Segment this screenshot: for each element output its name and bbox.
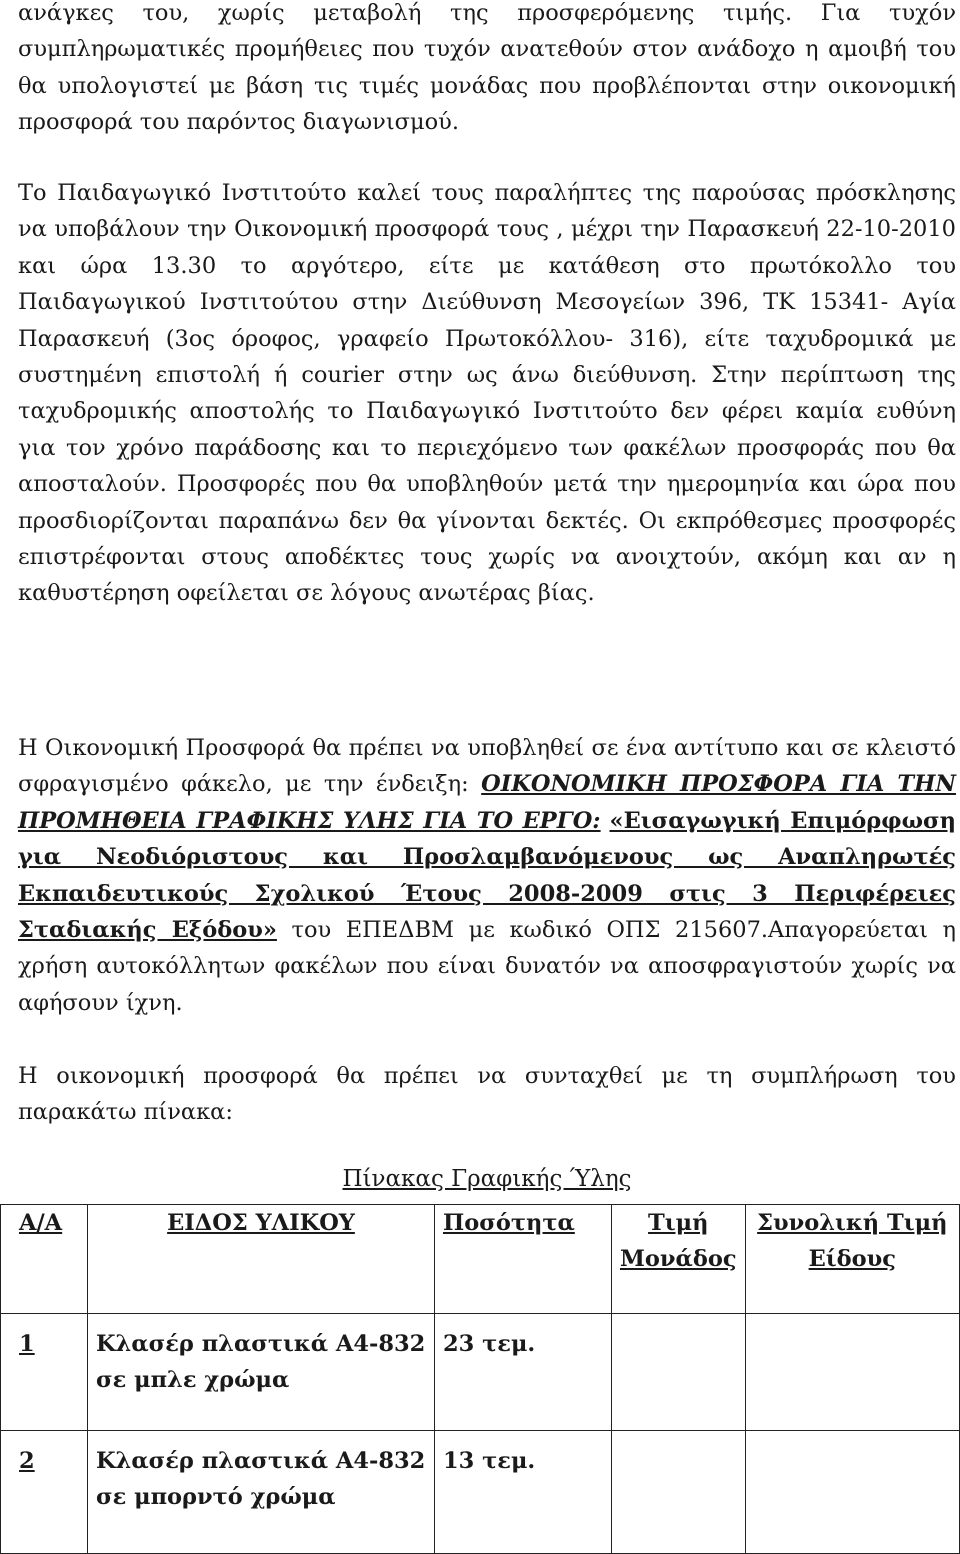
- row-item: Κλασέρ πλαστικά Α4-832 σε μπλε χρώμα: [88, 1314, 435, 1431]
- row-total-price: [745, 1314, 959, 1431]
- row-number: 2: [19, 1448, 35, 1474]
- table-row: [1, 1314, 960, 1431]
- header-aa: Α/Α: [1, 1205, 88, 1314]
- row-item: Κλασέρ πλαστικά Α4-832 σε μπορντό χρώμα: [88, 1431, 435, 1554]
- header-item: ΕΙΔΟΣ ΥΛΙΚΟΥ: [88, 1205, 435, 1314]
- row-unit-price: [612, 1314, 746, 1431]
- row-number: 1: [19, 1331, 35, 1357]
- row-total-price: [745, 1431, 959, 1554]
- paragraph-envelope-marking: [18, 730, 956, 1021]
- stationery-table: [0, 1204, 960, 1554]
- envelope-label-italic: ΟΙΚΟΝΟΜΙΚΗ ΠΡΟΣΦΟΡΑ ΓΙΑ ΤΗΝ ΠΡΟΜΗΘΕΙΑ ΓΡΑΦΙΚΗΣ ΥΛΗΣ ΓΙΑ ΤΟ ΕΡΓΟ:: [18, 771, 956, 834]
- paragraph-supplementary: ανάγκες του, χωρίς μεταβολή της προσφερόμενης τιμής. Για τυχόν συμπληρωματικές προμήθειες που τυχόν ανατεθούν στον ανάδοχο η αμοιβή του θα υπολογιστεί με βάση τις τιμές μονάδας που προβλέπονται στην οικονομική προσφορά του παρόντος διαγωνισμού.: [18, 0, 956, 136]
- header-quantity: Ποσότητα: [435, 1205, 612, 1314]
- header-unit-price: Τιμή Μονάδος: [612, 1205, 746, 1314]
- paragraph-table-intro: Η οικονομική προσφορά θα πρέπει να συνταχθεί με τη συμπλήρωση του παρακάτω πίνακα:: [18, 1063, 956, 1126]
- paragraph-submission-deadline: Το Παιδαγωγικό Ινστιτούτο καλεί τους παραλήπτες της παρούσας πρόσκλησης να υποβάλουν την Οικονομική προσφορά τους , μέχρι την Παρασκευή 22-10-2010 και ώρα 13.30 το αργότερο, είτε με κατάθεση στο πρωτόκολλο του Παιδαγωγικού Ινστιτούτου στην Διεύθυνση Μεσογείων 396, ΤΚ 15341- Αγία Παρασκευή (3ος όροφος, γραφείο Πρωτοκόλλου- 316), είτε ταχυδρομικά με συστημένη επιστολή ή courier στην ως άνω διεύθυνση. Στην περίπτωση της ταχυδρομικής αποστολής το Παιδαγωγικό Ινστιτούτο δεν φέρει καμία ευθύνη για τον χρόνο παράδοσης και το περιεχόμενο των φακέλων προσφοράς που θα αποσταλούν. Προσφορές που θα υποβληθούν μετά την ημερομηνία και ώρα που προσδιορίζονται παραπάνω δεν θα γίνονται δεκτές. Οι εκπρόθεσμες προσφορές επιστρέφονται στους αποδέκτες τους χωρίς να ανοιχτούν, ακόμη και αν η καθυστέρηση οφείλεται σε λόγους ανωτέρας βίας.: [18, 180, 956, 607]
- row-quantity: 13 τεμ.: [435, 1431, 612, 1554]
- envelope-intro-text: Η Οικονομική Προσφορά θα πρέπει να υποβληθεί σε ένα αντίτυπο και σε κλειστό σφραγισμένο φάκελο, με την ένδειξη:: [18, 735, 956, 798]
- envelope-closing-text: του ΕΠΕΔΒΜ με κωδικό ΟΠΣ 215607.Απαγορεύεται η χρήση αυτοκόλλητων φακέλων που είναι δυνατόν να αποσφραγιστούν χωρίς να αφήσουν ίχνη.: [18, 917, 957, 1016]
- header-total-price: Συνολική Τιμή Είδους: [745, 1205, 959, 1314]
- table-row: [1, 1431, 960, 1554]
- row-unit-price: [612, 1431, 746, 1554]
- table-header-row: [1, 1205, 960, 1314]
- project-title: «Εισαγωγική Επιμόρφωση για Νεοδιόριστους και Προσλαμβανόμενους ως Αναπληρωτές Εκπαιδευτικούς Σχολικού Έτους 2008-2009 στις 3 Περιφέρειες Σταδιακής Εξόδου»: [18, 807, 956, 944]
- table-title: Πίνακας Γραφικής Ύλης: [342, 1166, 632, 1192]
- row-quantity: 23 τεμ.: [435, 1314, 612, 1431]
